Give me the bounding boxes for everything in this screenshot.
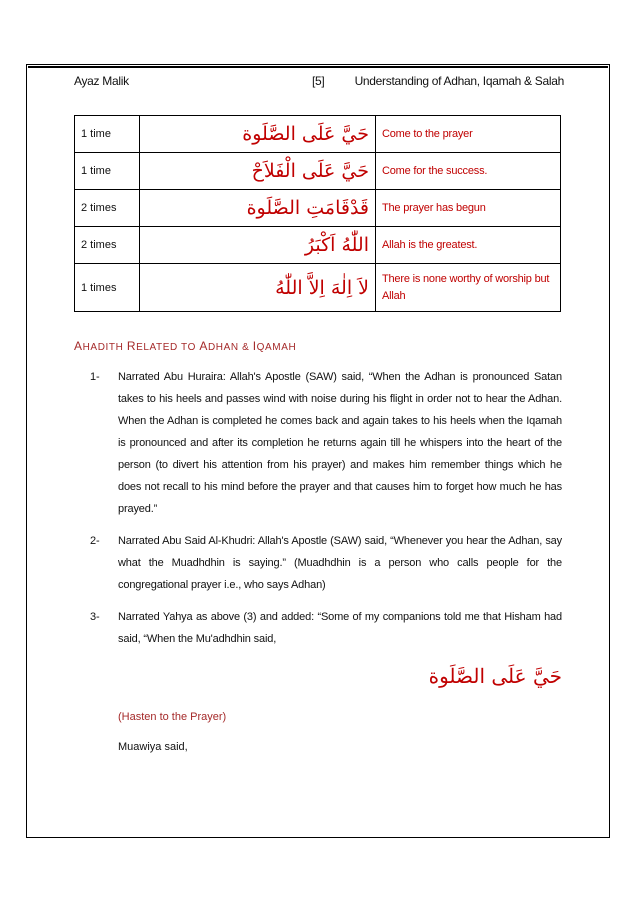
header-page-number: [5] xyxy=(312,74,325,88)
heading-cap: R xyxy=(126,339,137,353)
adhan-phrases-table xyxy=(74,115,561,312)
item-text: Narrated Abu Huraira: Allah's Apostle (SAW) said, “When the Adhan is pronounced Satan takes to his heels and passes wind with noise during his flight in order not to hear the Adhan. When the Adhan is completed he comes back and again takes to his heels when the Iqamah is pronounced and after its completion he returns again till he whispers into the heart of the person (to divert his attention from his prayer) and makes him remember things which he does not recall to his mind before the prayer and that causes him to forget how much he has prayed.” xyxy=(118,371,562,515)
header-author: Ayaz Malik xyxy=(74,74,129,88)
translation-text: (Hasten to the Prayer) xyxy=(118,711,227,723)
table-row xyxy=(75,264,561,312)
hadith-list xyxy=(90,366,562,660)
row-meaning: Allah is the greatest. xyxy=(376,227,561,264)
item-number: 3- xyxy=(90,611,100,623)
table-row xyxy=(75,153,561,190)
row-meaning: Come to the prayer xyxy=(376,116,561,153)
item-text: Narrated Abu Said Al-Khudri: Allah's Apostle (SAW) said, “Whenever you hear the Adhan, say what the Muadhdhin is saying.” (Muadhdhin is a person who calls people for the congregational prayer i.e., who says Adhan) xyxy=(118,535,562,591)
heading-rest: DHAN & xyxy=(207,342,253,353)
heading-rest: HADITH xyxy=(82,342,127,353)
header-title: Understanding of Adhan, Iqamah & Salah xyxy=(354,74,564,88)
table-row xyxy=(75,190,561,227)
list-item xyxy=(90,530,562,596)
heading-cap: I xyxy=(252,339,257,353)
section-heading xyxy=(74,339,296,353)
row-arabic: حَيَّ عَلَى الْفَلاَحْ xyxy=(140,153,376,190)
row-meaning: There is none worthy of worship but Allah xyxy=(376,264,561,312)
continuation-text: Muawiya said, xyxy=(118,741,188,753)
header-rule xyxy=(28,66,608,68)
item-number: 1- xyxy=(90,371,100,383)
row-arabic: حَيَّ عَلَى الصَّلَوة xyxy=(140,116,376,153)
heading-rest: ELATED TO xyxy=(136,342,200,353)
row-count: 1 times xyxy=(75,264,140,312)
heading-cap: A xyxy=(74,339,83,353)
row-count: 1 time xyxy=(75,116,140,153)
row-count: 2 times xyxy=(75,190,140,227)
row-meaning: Come for the success. xyxy=(376,153,561,190)
row-count: 1 time xyxy=(75,153,140,190)
heading-rest: QAMAH xyxy=(256,342,297,353)
item-number: 2- xyxy=(90,535,100,547)
row-meaning: The prayer has begun xyxy=(376,190,561,227)
row-arabic: قَدْقَامَتِ الصَّلَوة xyxy=(140,190,376,227)
row-arabic: اللّٰهُ اَكْبَرُ xyxy=(140,227,376,264)
row-count: 2 times xyxy=(75,227,140,264)
page-header xyxy=(74,74,564,92)
arabic-quote: حَيَّ عَلَى الصَّلَوة xyxy=(428,664,562,688)
table-row xyxy=(75,116,561,153)
list-item xyxy=(90,606,562,650)
list-item xyxy=(90,366,562,520)
heading-cap: A xyxy=(199,339,208,353)
item-text: Narrated Yahya as above (3) and added: “Some of my companions told me that Hisham had said, “When the Mu'adhdhin said, xyxy=(118,611,562,645)
table-row xyxy=(75,227,561,264)
row-arabic: لاَ اِلٰهَ اِلاَّ اللّٰهُ xyxy=(140,264,376,312)
